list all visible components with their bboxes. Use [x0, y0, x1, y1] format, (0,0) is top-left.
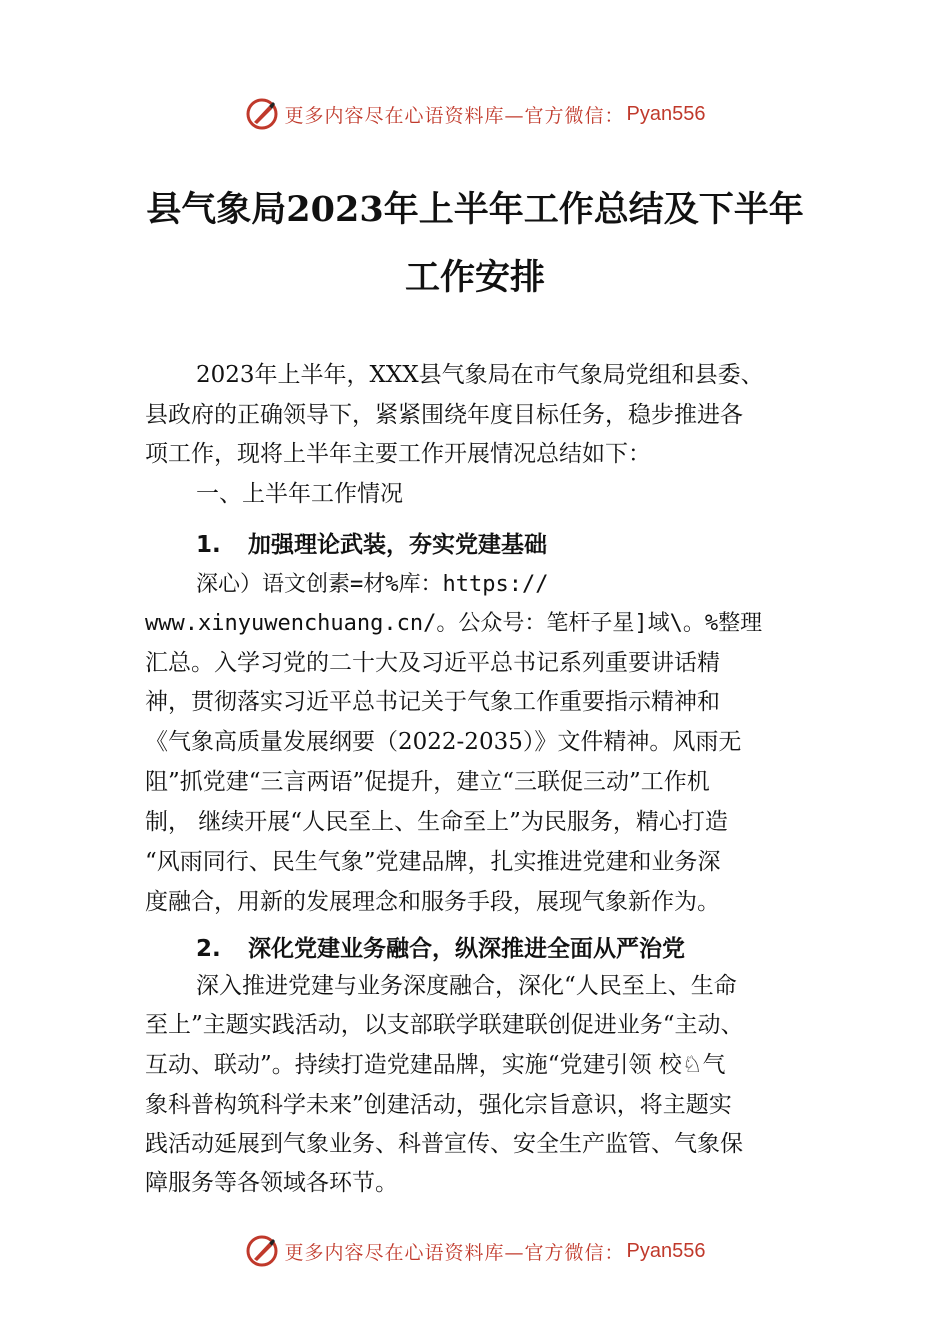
item-2-line: 践活动延展到气象业务、科普宣传、安全生产监管、气象保: [145, 1131, 743, 1157]
item-2-line: 深入推进党建与业务深度融合，深化“人民至上、生命: [196, 973, 737, 999]
item-2-line: 至上”主题实践活动，以支部联学联建联创促进业务“主动、: [145, 1012, 744, 1038]
intro-line: 县政府的正确领导下，紧紧围绕年度目标任务，稳步推进各: [145, 402, 743, 428]
page-title-line-1: 县气象局2023年上半年工作总结及下半年: [146, 189, 804, 230]
item-1-line: 阻”抓党建“三言两语”促提升，建立“三联促三动”工作机: [145, 769, 710, 795]
item-1-line: 制， 继续开展“人民至上、生命至上”为民服务，精心打造: [145, 809, 728, 835]
item-2-heading-text: 深化党建业务融合，纵深推进全面从严治党: [248, 936, 685, 962]
item-1-line: 《气象高质量发展纲要（2022-2035）》文件精神。风雨无: [145, 729, 742, 755]
intro-line: 2023年上半年，XXX县气象局在市气象局党组和县委、: [196, 362, 764, 388]
item-2-heading: [196, 934, 685, 964]
item-1-number: 1.: [196, 532, 221, 558]
item-2-line: 象科普构筑科学未来”创建活动，强化宗旨意识，将主题实: [145, 1092, 732, 1118]
item-1-line: 深心）语文创素=材%库：https://: [196, 572, 549, 597]
pen-logo-icon: [245, 1234, 279, 1268]
item-1-heading-text: 加强理论武装，夯实党建基础: [248, 532, 547, 558]
pen-logo-icon: [245, 97, 279, 131]
banner-text: 更多内容尽在心语资料库—官方微信：: [284, 104, 625, 127]
banner-text: 更多内容尽在心语资料库—官方微信：: [284, 1241, 625, 1264]
item-1-heading: [196, 530, 547, 560]
item-1-line: “风雨同行、民生气象”党建品牌，扎实推进党建和业务深: [145, 849, 721, 875]
footer-banner: [0, 1231, 950, 1271]
section-heading: 一、上半年工作情况: [196, 481, 403, 507]
page-title-line-2: 工作安排: [404, 257, 545, 298]
item-1-line: 汇总。入学习党的二十大及习近平总书记系列重要讲话精: [145, 650, 720, 676]
item-1-line: 神，贯彻落实习近平总书记关于气象工作重要指示精神和: [145, 689, 720, 715]
intro-line: 项工作，现将上半年主要工作开展情况总结如下：: [145, 441, 651, 467]
item-1-line: 度融合，用新的发展理念和服务手段，展现气象新作为。: [145, 889, 720, 915]
banner-wechat-id: Pyan556: [626, 1239, 706, 1262]
item-2-line: 互动、联动”。持续打造党建品牌，实施“党建引领 校♘气: [145, 1052, 726, 1078]
item-2-line: 障服务等各领域各环节。: [145, 1170, 398, 1196]
banner-wechat-id: Pyan556: [626, 102, 706, 125]
item-2-number: 2.: [196, 936, 221, 962]
item-1-line: www.xinyuwenchuang.cn/。公众号：笔杆子星]域\。%整理: [145, 611, 763, 636]
header-banner: [0, 94, 950, 134]
